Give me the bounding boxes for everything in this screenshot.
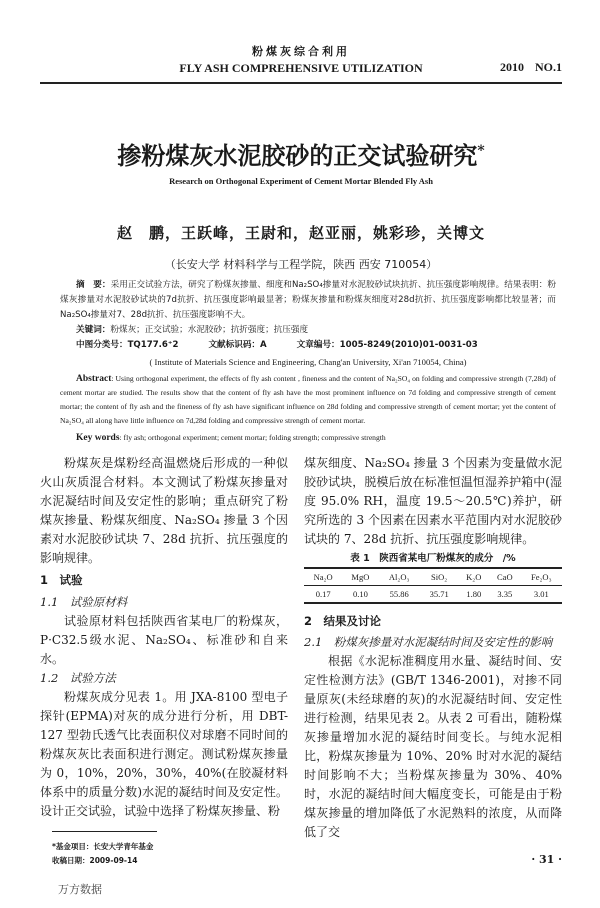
table-header: SiO₂: [431, 572, 448, 582]
table-1: [304, 567, 562, 604]
table-cell: 55.86: [389, 589, 409, 599]
table-row: [304, 586, 562, 604]
table-header: CaO: [497, 572, 513, 582]
method-paragraph-cont: 煤灰细度、Na₂SO₄ 掺量 3 个因素为变量做水泥胶砂试块，脱模后放在标准恒温恒湿养护箱中(湿度 95.0% RH，温度 19.5～20.5℃)养护，研究所选的 3 个因素在因素水平范围内对水泥胶砂试块的 7、28d 抗折、抗压强度影响规律。: [304, 456, 562, 546]
abstract-en-label: Abstract: [76, 374, 112, 384]
table-header: K₂O: [466, 572, 482, 582]
footnote-received: 收稿日期：2009-09-14: [52, 856, 138, 865]
section-1-2-heading: 1.2 试验方法: [40, 671, 116, 685]
results-paragraph: 根据《水泥标准稠度用水量、凝结时间、安定性检测方法》(GB/T 1346-2001)，对掺不同量原灰(未经球磨的灰)的水泥凝结时间、安定性进行检测，结果见表 2。从表 2 可看出，随粉煤灰掺量增加水泥的凝结时间变长。与纯水泥相比，粉煤灰掺量为 10%、20% 时对水泥的凝结时间影响不大；当粉煤灰掺量为 30%、40% 时，水泥的凝结时间大幅度变长，可能是由于粉煤灰掺量的增加降低了水泥熟料的浓度，从而降低了交: [304, 654, 562, 839]
abstract-en: [60, 372, 556, 428]
clc-number: 中图分类号：TQ177.6⁺2: [76, 340, 179, 350]
section-1-heading: 1 试验: [40, 573, 83, 587]
section-1-1-heading: 1.1 试验原材料: [40, 595, 128, 609]
keywords-cn: [60, 323, 556, 338]
table-header: Al₂O₃: [388, 572, 410, 582]
article-title-en: Research on Orthogonal Experiment of Cement Mortar Blended Fly Ash: [169, 176, 433, 186]
article-title: [40, 136, 562, 171]
table-cell: 0.17: [315, 589, 331, 599]
keywords-en-label: Key words: [76, 433, 120, 443]
keywords-en: [60, 430, 556, 446]
table-1-caption: 表 1 陕西省某电厂粉煤灰的成分 /%: [350, 553, 516, 564]
title-footnote-mark: *: [477, 143, 485, 159]
issue-number: 2010 NO.1: [500, 60, 562, 74]
intro-paragraph: 粉煤灰是煤粉经高温燃烧后形成的一种似火山灰质混合材料。本文测试了粉煤灰掺量对水泥凝结时间及安定性的影响；重点研究了粉煤灰掺量、粉煤灰细度、Na₂SO₄ 掺量 3 个因素对水泥胶砂试块 7、28d 抗折、抗压强度的影响规律。: [40, 456, 288, 565]
title-text: 掺粉煤灰水泥胶砂的正交试验研究: [117, 141, 478, 170]
journal-name-en: FLY ASH COMPREHENSIVE UTILIZATION: [179, 61, 423, 75]
abstract-text: 采用正交试验方法，研究了粉煤灰掺量、细度和Na₂SO₄掺量对水泥胶砂试块抗折、抗压强度影响规律。结果表明：粉煤灰掺量对水泥胶砂试块的7d抗折、抗压强度影响最显著；粉煤灰掺量和粉煤灰细度对28d抗折、抗压强度影响都比较显著；而Na₂SO₄掺量对7、28d抗折、抗压强度影响不大。: [60, 280, 556, 320]
table-cell: 35.71: [429, 589, 449, 599]
journal-header: [40, 44, 562, 84]
article-number: 文章编号：1005-8249(2010)01-0031-03: [296, 340, 478, 350]
abstract-en-text: : Using orthogonal experiment, the effects of fly ash content , fineness and the content of Na₂SO₄ on folding and compressive strength (7,28d) of cement mortar are studied. The results show that the content of fly ash have the most prominent influence on 7d folding and compressive strength of cement mortar; the content of fly ash and the fineness of fly ash have significant influence on 28d folding and compressive strength of cement mortar; yet the content of Na₂SO₄ all along have little influence on 7d,28d folding and compressive strength of cement mortar.: [60, 374, 556, 425]
left-column: [40, 454, 288, 868]
section-2-heading: 2 结果及讨论: [304, 614, 382, 628]
footnote-rule: [52, 831, 157, 832]
footnote-fund: *基金项目：长安大学青年基金: [52, 842, 154, 851]
page-number: · 31 ·: [531, 853, 562, 866]
table-header: Na₂O: [313, 572, 333, 582]
table-header: Fe₂O₃: [530, 572, 552, 582]
table-cell: 1.80: [466, 589, 482, 599]
table-header-row: [304, 568, 562, 586]
method-paragraph: 粉煤灰成分见表 1。用 JXA-8100 型电子探针(EPMA)对灰的成分进行分析，用 DBT-127 型勃氏透气比表面积仪对球磨不同时间的粉煤灰灰比表面积进行测定。测试粉煤灰掺量为 0，10%，20%，30%，40%(在胶凝材料体系中的质量分数)水泥的凝结时间及安定性。设计正交试验，试验中选择了粉煤灰掺量、粉: [40, 690, 288, 818]
table-cell: 3.35: [497, 589, 513, 599]
classification-line: [60, 338, 556, 353]
front-matter: [40, 272, 562, 446]
keywords-en-text: : fly ash; orthogonal experiment; cement mortar; folding strength; compressive strength: [119, 433, 386, 442]
body-columns: [40, 454, 562, 868]
institute-en: ( Institute of Materials Science and Engineering, Chang'an University, Xi'an 710054, China): [149, 357, 467, 367]
table-header: MgO: [351, 572, 370, 582]
abstract-label: 摘 要：: [76, 280, 111, 290]
right-column: [304, 454, 562, 868]
header-rule: [40, 82, 562, 84]
authors: 赵 鹏，王跃峰，王尉和，赵亚丽，姚彩珍，关博文: [116, 224, 485, 242]
affiliation: （长安大学 材料科学与工程学院，陕西 西安 710054）: [164, 258, 438, 271]
journal-name-cn: 粉煤灰综合利用: [252, 45, 350, 58]
keywords-text: 粉煤灰；正交试验；水泥胶砂；抗折强度；抗压强度: [110, 325, 309, 335]
abstract-cn: [60, 278, 556, 323]
table-cell: 0.10: [352, 589, 368, 599]
materials-paragraph: 试验原材料包括陕西省某电厂的粉煤灰，P·C32.5级水泥、Na₂SO₄、标准砂和自来水。: [40, 614, 288, 666]
section-2-1-heading: 2.1 粉煤灰掺量对水泥凝结时间及安定性的影响: [304, 635, 553, 649]
watermark: 万方数据: [58, 883, 102, 896]
table-cell: 3.01: [533, 589, 549, 599]
doc-code: 文献标识码：A: [208, 340, 267, 350]
keywords-label: 关键词：: [76, 325, 111, 335]
footnotes: [40, 821, 288, 868]
